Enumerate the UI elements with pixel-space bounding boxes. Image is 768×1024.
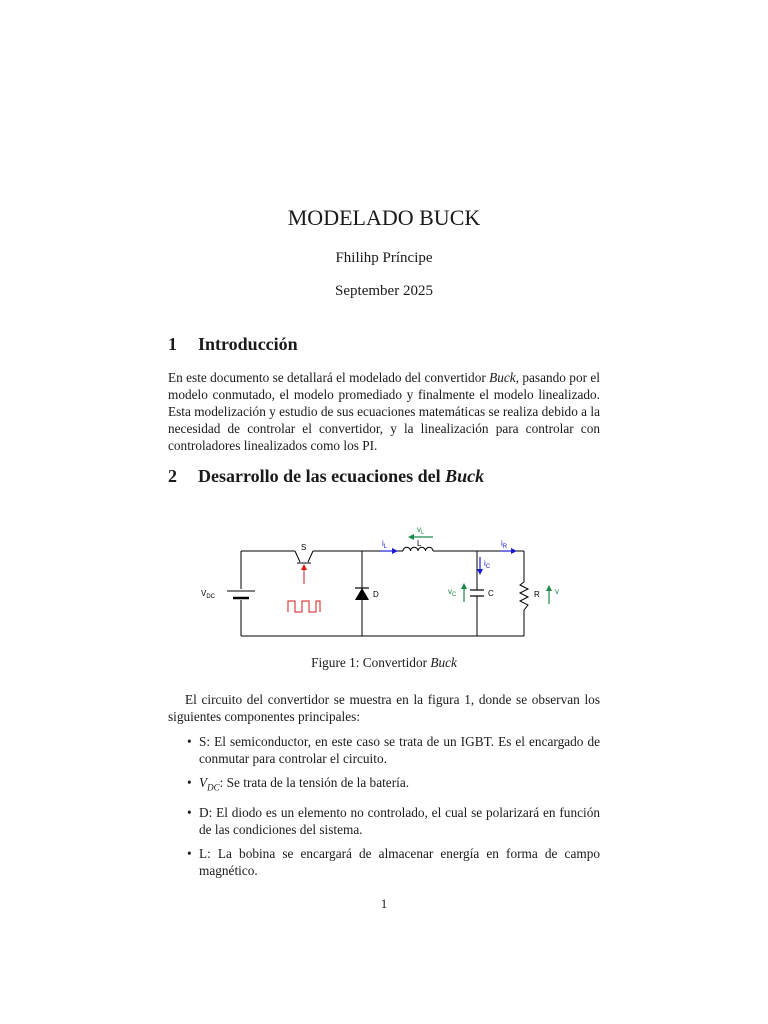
document-title: MODELADO BUCK [287, 205, 481, 230]
intro-paragraph [168, 369, 600, 454]
vc-label: $v_C$ [448, 587, 457, 598]
buck-converter-circuit [168, 512, 600, 644]
il-label: $i_L$ [382, 539, 388, 550]
v-label: v [555, 587, 559, 596]
diode-label: D [373, 590, 379, 599]
bullet-symbol: • [187, 804, 192, 820]
document-date: September 2025 [335, 283, 433, 299]
intro-text-start: En este documento se detallará el modelado del convertidor [168, 370, 490, 385]
list-item-text: S: El semiconductor, en este caso se trata de un IGBT. Es el encargado de conmutar para controlar el circuito. [199, 734, 600, 766]
ic-label: $i_C$ [484, 559, 491, 570]
list-item-text: : Se trata de la tensión de la batería. [219, 775, 410, 790]
section-2-title: Desarrollo de las ecuaciones del [198, 466, 446, 486]
inductor-label: L [417, 539, 422, 548]
intro-buck-italic: Buck [489, 370, 516, 385]
bullet-symbol: • [187, 775, 192, 790]
ir-label: $i_R$ [501, 539, 508, 550]
switch-label: S [301, 543, 307, 552]
list-item-text: D: El diodo es un elemento no controlado, el cual se polarizará en función de las condiciones del sistema. [199, 804, 600, 837]
bullet-symbol: • [187, 845, 192, 861]
resistor-label: R [534, 590, 540, 599]
vl-label: $v_L$ [417, 525, 425, 536]
list-item [168, 845, 600, 879]
section-1-heading [168, 334, 298, 355]
source-label: $V_{DC}$ [201, 589, 216, 600]
section-1-title: Introducción [198, 334, 298, 354]
section-2-number: 2 [168, 466, 177, 486]
body-paragraph: El circuito del convertidor se muestra en la figura 1, donde se observan los siguientes componentes principales: [168, 692, 600, 724]
diode-symbol [355, 588, 369, 600]
document-author: Fhilihp Príncipe [335, 250, 433, 266]
math-vdc: V [199, 775, 208, 790]
capacitor-label: C [488, 589, 494, 598]
component-list [168, 733, 600, 886]
intro-text-end: , pasando por el modelo conmutado, el modelo promediado y finalmente el modelo linealizado. Esta modelización y estudio de sus ecuaciones matemáticas se realiza debido a la necesidad de controlar el convertidor, y la linealización para controlar con controladores linealizados como los PI. [168, 370, 600, 453]
figure-caption [0, 655, 768, 671]
bullet-symbol: • [187, 734, 192, 749]
math-vdc-subscript: DC [207, 782, 220, 793]
list-item-text: L: La bobina se encargará de almacenar energía en forma de campo magnético. [199, 845, 600, 878]
figure-caption-italic: Buck [430, 655, 457, 670]
section-1-number: 1 [168, 334, 177, 354]
figure-caption-text: Figure 1: Convertidor [311, 655, 431, 670]
list-item [168, 733, 600, 767]
list-item [168, 774, 600, 797]
section-2-title-italic: Buck [445, 466, 485, 486]
list-item [168, 804, 600, 838]
page-number: 1 [380, 896, 388, 911]
section-2-heading [168, 466, 484, 487]
